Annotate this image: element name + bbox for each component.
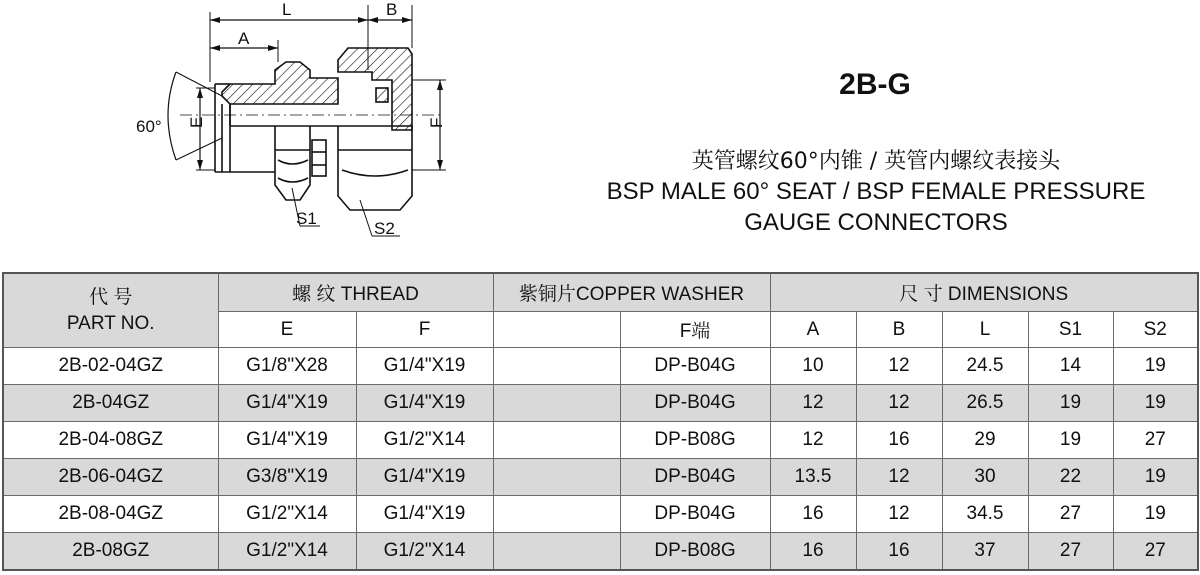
title-english-line1: BSP MALE 60° SEAT / BSP FEMALE PRESSURE — [606, 178, 1146, 205]
title-english-line2: GAUGE CONNECTORS — [744, 209, 1008, 236]
cell-F: G1/4"X19 — [356, 348, 493, 385]
label-F: F — [427, 117, 446, 128]
sub-header-washer-blank — [493, 312, 620, 348]
cell-S1: 22 — [1028, 459, 1113, 496]
cell-washer-blank — [493, 496, 620, 533]
cell-washer: DP-B04G — [620, 496, 770, 533]
product-title — [560, 148, 1192, 238]
sub-header-S1: S1 — [1028, 312, 1113, 348]
fitting-drawing — [0, 0, 560, 265]
cell-S2: 27 — [1113, 533, 1198, 571]
cell-S1: 19 — [1028, 385, 1113, 422]
cell-S2: 27 — [1113, 422, 1198, 459]
sub-header-L: L — [942, 312, 1028, 348]
cell-washer-blank — [493, 385, 620, 422]
sub-header-A: A — [770, 312, 856, 348]
cell-part: 2B-04GZ — [3, 385, 218, 422]
sub-header-E: E — [218, 312, 356, 348]
label-A: A — [238, 29, 250, 48]
cell-washer: DP-B04G — [620, 348, 770, 385]
cell-E: G1/2"X14 — [218, 533, 356, 571]
cell-B: 12 — [856, 348, 942, 385]
cell-B: 16 — [856, 533, 942, 571]
table-header-row — [3, 273, 1198, 312]
sub-header-F: F — [356, 312, 493, 348]
cell-B: 16 — [856, 422, 942, 459]
thread-header: 螺 纹 THREAD — [218, 273, 493, 312]
cell-washer: DP-B08G — [620, 533, 770, 571]
sub-header-S2: S2 — [1113, 312, 1198, 348]
cell-S2: 19 — [1113, 348, 1198, 385]
cell-A: 16 — [770, 533, 856, 571]
cell-S2: 19 — [1113, 496, 1198, 533]
table-row — [3, 459, 1198, 496]
cell-B: 12 — [856, 385, 942, 422]
part-no-header-en: PART NO. — [66, 312, 155, 334]
cell-S1: 27 — [1028, 496, 1113, 533]
cell-S1: 27 — [1028, 533, 1113, 571]
product-code: 2B-G — [839, 68, 911, 101]
table-row — [3, 496, 1198, 533]
cell-part: 2B-08-04GZ — [3, 496, 218, 533]
cell-washer: DP-B08G — [620, 422, 770, 459]
label-B: B — [386, 0, 398, 19]
cell-A: 12 — [770, 385, 856, 422]
label-L: L — [282, 0, 292, 19]
cell-washer: DP-B04G — [620, 459, 770, 496]
cell-washer: DP-B04G — [620, 385, 770, 422]
cell-B: 12 — [856, 496, 942, 533]
cell-S1: 19 — [1028, 422, 1113, 459]
cell-part: 2B-06-04GZ — [3, 459, 218, 496]
label-E: E — [187, 116, 206, 128]
cell-B: 12 — [856, 459, 942, 496]
table-row — [3, 422, 1198, 459]
cell-E: G1/8"X28 — [218, 348, 356, 385]
cell-A: 16 — [770, 496, 856, 533]
cell-E: G1/4"X19 — [218, 422, 356, 459]
cell-F: G1/2"X14 — [356, 422, 493, 459]
cell-washer-blank — [493, 459, 620, 496]
cell-washer-blank — [493, 422, 620, 459]
part-no-header-cn: 代 号 — [89, 286, 133, 308]
cell-L: 26.5 — [942, 385, 1028, 422]
cell-A: 13.5 — [770, 459, 856, 496]
cell-washer-blank — [493, 533, 620, 571]
cell-A: 10 — [770, 348, 856, 385]
cell-part: 2B-02-04GZ — [3, 348, 218, 385]
cell-S1: 14 — [1028, 348, 1113, 385]
cell-S2: 19 — [1113, 459, 1198, 496]
cell-L: 30 — [942, 459, 1028, 496]
label-angle: 60° — [136, 117, 162, 136]
cell-F: G1/4"X19 — [356, 385, 493, 422]
label-S1: S1 — [296, 209, 317, 228]
label-S2: S2 — [374, 219, 395, 238]
cell-E: G1/4"X19 — [218, 385, 356, 422]
title-chinese: 英管螺纹60°内锥 / 英管内螺纹表接头 — [691, 149, 1061, 174]
cell-L: 24.5 — [942, 348, 1028, 385]
cell-part: 2B-04-08GZ — [3, 422, 218, 459]
table-row — [3, 533, 1198, 571]
cell-S2: 19 — [1113, 385, 1198, 422]
sub-header-washer-F: F端 — [620, 312, 770, 348]
cell-L: 34.5 — [942, 496, 1028, 533]
cell-A: 12 — [770, 422, 856, 459]
spec-table — [2, 272, 1199, 571]
cell-washer-blank — [493, 348, 620, 385]
cell-F: G1/2"X14 — [356, 533, 493, 571]
cell-E: G3/8"X19 — [218, 459, 356, 496]
dimensions-header: 尺 寸 DIMENSIONS — [770, 273, 1198, 312]
cell-part: 2B-08GZ — [3, 533, 218, 571]
table-row — [3, 348, 1198, 385]
part-no-header — [3, 273, 218, 348]
cell-L: 29 — [942, 422, 1028, 459]
cell-F: G1/4"X19 — [356, 459, 493, 496]
sub-header-B: B — [856, 312, 942, 348]
cell-L: 37 — [942, 533, 1028, 571]
cell-E: G1/2"X14 — [218, 496, 356, 533]
table-row — [3, 385, 1198, 422]
cell-F: G1/4"X19 — [356, 496, 493, 533]
washer-header: 紫铜片COPPER WASHER — [493, 273, 770, 312]
